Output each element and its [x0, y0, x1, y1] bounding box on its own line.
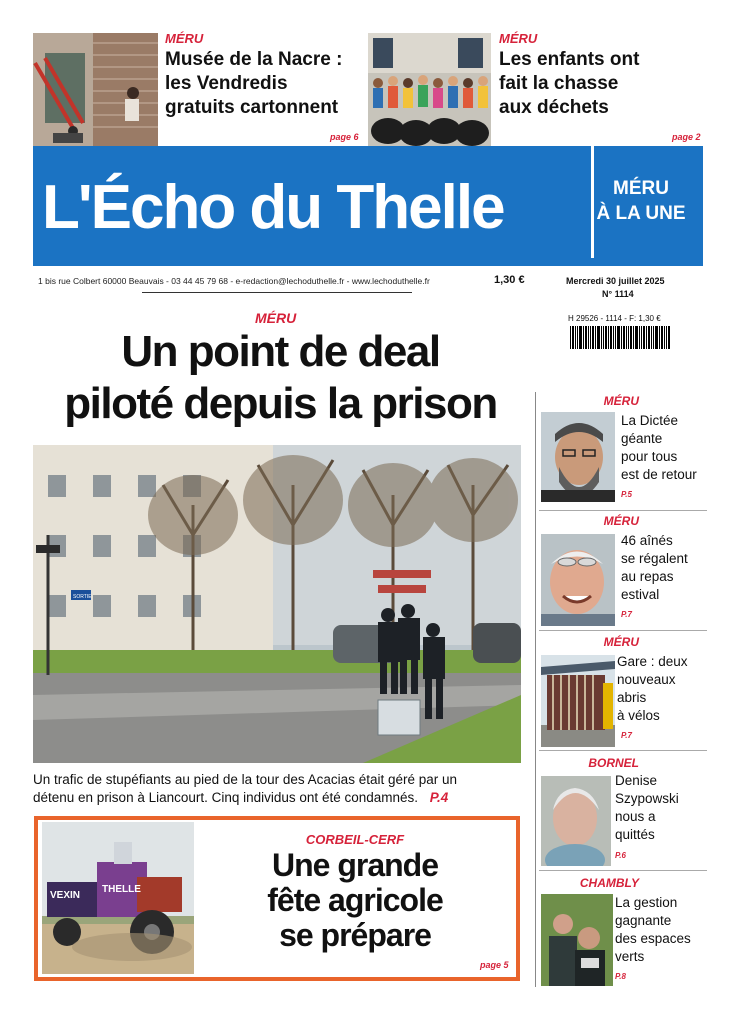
photo-sign-text: SORTIE	[73, 594, 92, 600]
masthead-price: 1,30 €	[494, 274, 525, 286]
masthead-rule	[142, 292, 412, 293]
sidebar-item-photo	[541, 655, 615, 747]
feature-photo[interactable]	[42, 822, 194, 974]
portrait-illustration	[541, 776, 611, 866]
sidebar-divider	[535, 392, 536, 987]
sidebar-item-title: 46 aînés se régalent au repas estival	[621, 533, 688, 602]
teaser-2-title[interactable]: Les enfants ont fait la chasse aux déchets	[499, 49, 640, 118]
sidebar-item-category: MÉRU	[603, 514, 639, 528]
sidebar-item-page: P.7	[621, 610, 632, 619]
sidebar-item-photo	[541, 894, 613, 986]
sidebar-item-title: La gestion gagnante des espaces verts	[615, 895, 691, 964]
feature-page: page 5	[480, 960, 509, 970]
sidebar-separator	[539, 630, 707, 631]
sidebar-item-category: MÉRU	[603, 394, 639, 408]
headline-caption-page: P.4	[429, 790, 449, 805]
sidebar-item-title: La Dictée géante pour tous est de retour	[621, 413, 697, 482]
masthead-side-inner	[591, 146, 688, 258]
portrait-illustration	[541, 534, 615, 626]
sidebar-item[interactable]	[539, 394, 707, 506]
masthead-side-line-1: MÉRU	[613, 178, 669, 199]
teaser-1-title[interactable]: Musée de la Nacre : les Vendredis gratuits cartonnent	[165, 49, 343, 118]
sidebar-separator	[539, 510, 707, 511]
feature-category: CORBEIL-CERF	[305, 832, 405, 847]
sidebar-item-page: P.5	[621, 490, 632, 499]
bike-shelter-illustration	[541, 655, 615, 747]
portrait-illustration	[541, 412, 615, 502]
teaser-1-category: MÉRU	[165, 31, 204, 46]
sidebar-item-title: Denise Szypowski nous a quittés	[615, 773, 679, 842]
sidebar-item-title: Gare : deux nouveaux abris à vélos	[617, 654, 688, 723]
headline-caption: Un trafic de stupéfiants au pied de la tour des Acacias était géré par un détenu en prison à Liancourt. Cinq individus ont été condamnés. P.4	[33, 772, 458, 805]
teaser-1-page: page 6	[330, 132, 359, 142]
headline-category: MÉRU	[255, 310, 297, 326]
tractor-text-2: THELLE	[102, 884, 141, 895]
headline-title[interactable]: Un point de deal piloté depuis la prison	[64, 327, 497, 428]
dechets-photo-illustration	[368, 33, 491, 146]
sidebar-item-page: P.7	[621, 731, 632, 740]
masthead-title[interactable]: L'Écho du Thelle	[42, 173, 504, 242]
sidebar-separator	[539, 870, 707, 871]
sidebar-item-page: P.8	[615, 972, 626, 981]
sidebar-item-photo	[541, 412, 615, 502]
sidebar-item[interactable]	[539, 876, 707, 988]
sidebar-item-photo	[541, 776, 611, 866]
teaser-2-category: MÉRU	[499, 31, 538, 46]
barcode	[570, 326, 682, 349]
teaser-2-page: page 2	[672, 132, 701, 142]
sidebar-item-category: CHAMBLY	[579, 876, 639, 890]
teaser-photo-nacre[interactable]	[33, 33, 158, 146]
tractor-text-1: VEXIN	[50, 890, 81, 901]
nacre-photo-illustration	[33, 33, 158, 146]
masthead-info: 1 bis rue Colbert 60000 Beauvais - 03 44 45 79 68 - e-redaction@lechoduthelle.fr - www.lechoduthelle.fr	[38, 276, 430, 286]
masthead-side-line-2: À LA UNE	[596, 203, 686, 224]
headline-photo[interactable]	[33, 445, 521, 763]
sidebar-separator	[539, 750, 707, 751]
sidebar-item-page: P.6	[615, 851, 626, 860]
barcode-text: H 29526 - 1114 - F: 1,30 €	[568, 314, 661, 323]
sidebar-item[interactable]	[539, 635, 707, 747]
teaser-photo-dechets[interactable]	[368, 33, 491, 146]
headline-photo-illustration	[33, 445, 521, 763]
feature-title[interactable]: Une grande fête agricole se prépare	[267, 847, 443, 953]
portrait-illustration	[541, 894, 613, 986]
sidebar-item-category: MÉRU	[603, 635, 639, 649]
issue-date: Mercredi 30 juillet 2025	[566, 276, 665, 286]
issue-number: N° 1114	[602, 289, 634, 299]
sidebar-item[interactable]	[539, 756, 707, 868]
sidebar-item[interactable]	[539, 514, 707, 626]
feature-photo-illustration	[42, 822, 194, 974]
sidebar-item-photo	[541, 534, 615, 626]
sidebar-item-category: BORNEL	[588, 756, 639, 770]
